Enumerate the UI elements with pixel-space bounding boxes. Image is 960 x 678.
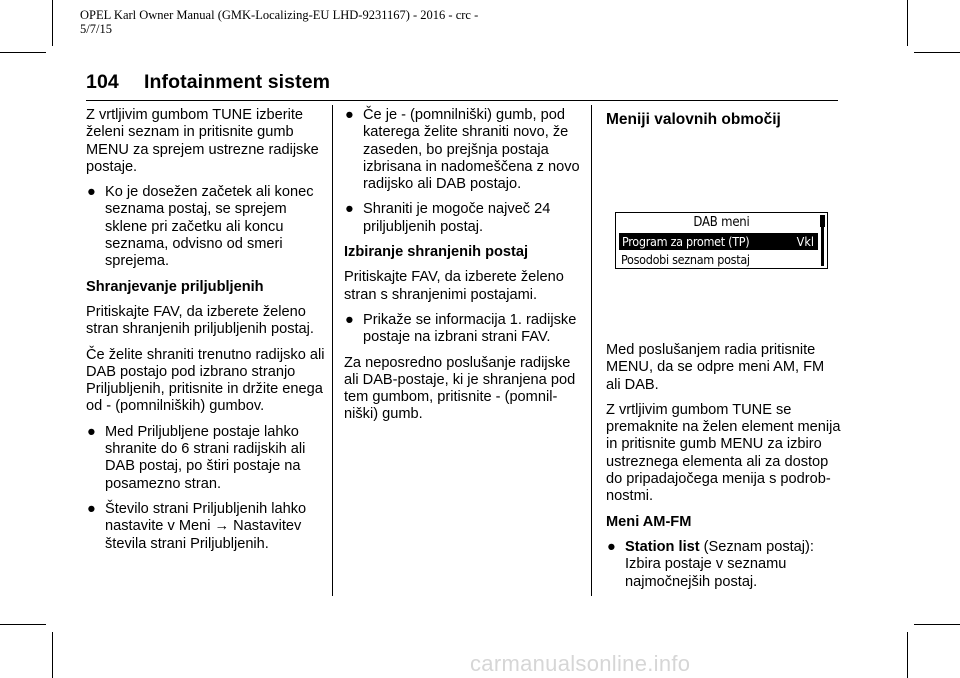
paragraph: Za neposredno poslušanje radijske ali DAB-postaje, ki je shranjena pod tem gumbom, pritisnite - (pomnilniški) gumb. — [344, 354, 576, 423]
meta-line-2: 5/7/15 — [80, 22, 112, 36]
paragraph: Med poslušanjem radia pritisnite MENU, da se odpre meni AM, FM ali DAB. — [606, 342, 825, 393]
column-3 — [606, 110, 842, 137]
bullet-item — [86, 501, 326, 553]
paragraph: Pritiskajte FAV, da izberete želeno stran shranjenih priljubljenih postaj. — [86, 303, 314, 338]
bullet-icon: ● — [607, 538, 616, 555]
display-selected-row — [619, 233, 818, 250]
bullet-icon: ● — [345, 201, 354, 218]
section-title: Infotainment sistem — [144, 71, 331, 93]
dab-menu-display — [615, 212, 828, 269]
bullet-text: Shraniti je mogoče največ 24 priljubljenih postaj. — [363, 201, 551, 235]
bullet-item — [606, 539, 842, 591]
bullet-icon: ● — [87, 500, 96, 517]
header-rule — [86, 100, 838, 101]
display-selected-label: Program za promet (TP) — [622, 234, 750, 249]
crop-mark — [907, 0, 908, 46]
bullet-text: Ko je dosežen začetek ali konec seznama postaj, se sprejem sklene pri začetku ali koncu seznama, odvisno od smeri sprejema. — [105, 184, 314, 270]
paragraph: Z vrtljivim gumbom TUNE izberite želeni seznam in pritisnite gumb MENU za sprejem ustrezne radijske postaje. — [86, 107, 319, 175]
column-2 — [344, 107, 582, 432]
bullet-text: Število strani Priljubljenih lahko nastavite v Meni → Nastavitev števila strani Priljubljenih. — [105, 500, 307, 552]
bullet-term: Station list — [625, 538, 700, 555]
bullet-item — [344, 312, 582, 347]
crop-mark — [0, 624, 46, 625]
bullet-text: (Seznam postaj): Izbira postaje v seznamu najmočnejših postaj. — [625, 538, 814, 590]
crop-mark — [0, 52, 46, 53]
paragraph: Če želite shraniti trenutno radijsko ali DAB postajo pod izbrano stranjo Priljubljenih, pritisnite in držite enega od - (pomnilniških) gumbov. — [86, 346, 325, 415]
page-header — [86, 71, 330, 94]
bullet-item — [344, 201, 582, 236]
page-number: 104 — [86, 71, 119, 93]
bullet-text: Prikaže se informacija 1. radijske postaje na izbrani strani FAV. — [363, 311, 577, 346]
bullet-item — [86, 184, 326, 270]
display-title: DAB meni — [693, 215, 750, 230]
bullet-icon: ● — [87, 184, 96, 201]
display-scrollbar-thumb — [820, 215, 825, 227]
bullet-icon: ● — [345, 107, 354, 123]
subheading: Shranjevanje priljubljenih — [86, 278, 264, 295]
display-menu-item: Posodobi seznam postaj — [621, 252, 750, 267]
column-1 — [86, 107, 326, 561]
document-meta — [80, 8, 560, 36]
paragraph: Z vrtljivim gumbom TUNE se premaknite na želen element menija in pritisnite gumb MENU za izbiro ustreznega elementa ali za dostop do pripadajočega menija s podrobnostmi. — [606, 401, 841, 505]
subheading: Meni AM-FM — [606, 513, 692, 530]
column-3-body — [606, 342, 842, 599]
crop-mark — [52, 0, 53, 46]
column-divider — [591, 105, 592, 596]
bullet-item — [344, 107, 582, 193]
bullet-icon: ● — [87, 423, 96, 440]
crop-mark — [914, 52, 960, 53]
crop-mark — [914, 624, 960, 625]
bullet-text: Če je - (pomnilniški) gumb, pod katerega želite shraniti novo, že zaseden, bo prejšnja postaja izbrisana in nadomeščena z novo radijsko ali DAB postajo. — [363, 107, 580, 193]
section-heading: Meniji valovnih območij — [606, 111, 781, 128]
display-selected-value: Vkl — [796, 234, 814, 249]
bullet-text: Med Priljubljene postaje lahko shranite do 6 strani radijskih ali DAB postaj, po štiri postaje na posamezno stran. — [105, 423, 306, 492]
crop-mark — [52, 632, 53, 678]
paragraph: Pritiskajte FAV, da izberete želeno stran s shranjenimi postajami. — [344, 269, 564, 303]
meta-line-1: OPEL Karl Owner Manual (GMK-Localizing-EU LHD-9231167) - 2016 - crc - — [80, 8, 479, 22]
bullet-icon: ● — [345, 311, 354, 328]
subheading: Izbiranje shranjenih postaj — [344, 244, 529, 261]
crop-mark — [907, 632, 908, 678]
column-divider — [332, 105, 333, 596]
bullet-item — [86, 424, 326, 493]
watermark: carmanualsonline.info — [470, 651, 691, 676]
